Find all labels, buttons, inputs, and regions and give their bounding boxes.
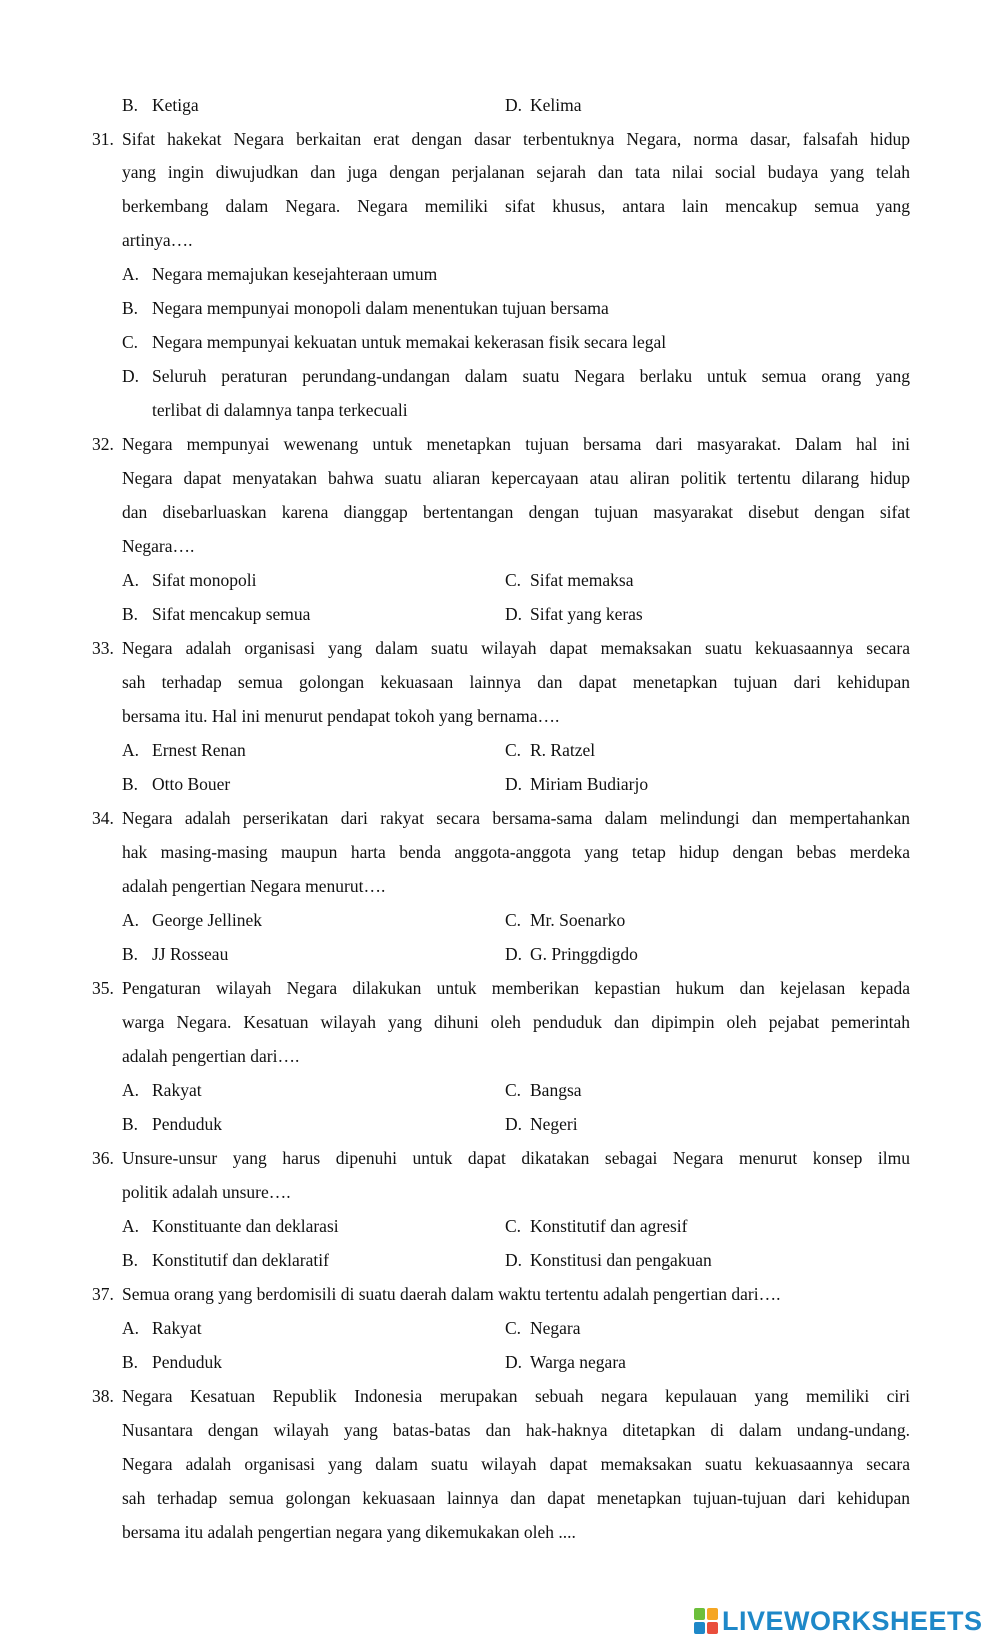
q31-option-d[interactable]: Seluruh peraturan perundang-undangan dalam suatu Negara berlaku untuk semua orang yang xyxy=(152,366,910,386)
q31-option-a[interactable]: Negara memajukan kesejahteraan umum xyxy=(152,264,438,284)
question-text-line: dan disebarluaskan karena dianggap bertentangan dengan tujuan masyarakat disebut dengan sifat xyxy=(122,502,910,522)
question-text-line: Negara Kesatuan Republik Indonesia merupakan sebuah negara kepulauan yang memiliki ciri xyxy=(122,1386,910,1406)
q30-option-d-letter: D. xyxy=(505,95,523,115)
q35-option-a-letter: A. xyxy=(122,1080,140,1100)
question-text-line: adalah pengertian Negara menurut…. xyxy=(122,876,386,896)
q30-option-b-letter: B. xyxy=(122,95,139,115)
q31-option-c-letter: C. xyxy=(122,332,139,352)
q33-option-a[interactable]: Ernest Renan xyxy=(152,740,246,760)
q34-option-c-letter: C. xyxy=(505,910,522,930)
q33-option-d-letter: D. xyxy=(505,774,523,794)
q37-option-b-letter: B. xyxy=(122,1352,139,1372)
q31-option-d-cont: terlibat di dalamnya tanpa terkecuali xyxy=(152,400,408,420)
q32-option-a[interactable]: Sifat monopoli xyxy=(152,570,257,590)
q37-option-a[interactable]: Rakyat xyxy=(152,1318,202,1338)
q35-option-d[interactable]: Negeri xyxy=(530,1114,578,1134)
q30-option-b[interactable]: Ketiga xyxy=(152,95,199,115)
q34-option-d-letter: D. xyxy=(505,944,523,964)
question-text-line: Negara dapat menyatakan bahwa suatu aliaran kepercayaan atau aliran politik tertentu dilarang hidup xyxy=(122,468,910,488)
logo-square-orange xyxy=(707,1608,718,1620)
q36-option-a-letter: A. xyxy=(122,1216,140,1236)
question-text-line: yang ingin diwujudkan dan juga dengan perjalanan sejarah dan tata nilai social budaya yang telah xyxy=(122,162,910,182)
q30-option-d[interactable]: Kelima xyxy=(530,95,582,115)
q37-option-d[interactable]: Warga negara xyxy=(530,1352,626,1372)
question-text-line: sah terhadap semua golongan kekuasaan lainnya dan dapat menetapkan tujuan-tujuan dari kehidupan xyxy=(122,1488,910,1508)
q35-option-c[interactable]: Bangsa xyxy=(530,1080,582,1100)
q33-option-b[interactable]: Otto Bouer xyxy=(152,774,231,794)
q34-option-d[interactable]: G. Pringgdigdo xyxy=(530,944,638,964)
logo-square-blue xyxy=(694,1622,705,1634)
liveworksheets-logo-icon xyxy=(694,1608,718,1634)
question-text-line: Negara adalah organisasi yang dalam suatu wilayah dapat memaksakan suatu kekuasaannya secara xyxy=(122,1454,910,1474)
q35-option-b[interactable]: Penduduk xyxy=(152,1114,222,1134)
q31-option-b-letter: B. xyxy=(122,298,139,318)
q33-option-c-letter: C. xyxy=(505,740,522,760)
question-number: 32. xyxy=(92,434,114,454)
q34-option-b[interactable]: JJ Rosseau xyxy=(152,944,229,964)
q35-option-c-letter: C. xyxy=(505,1080,522,1100)
question-text-line: hak masing-masing maupun harta benda anggota-anggota yang tetap hidup dengan bebas merdeka xyxy=(122,842,910,862)
question-text-line: politik adalah unsure…. xyxy=(122,1182,291,1202)
q36-option-a[interactable]: Konstituante dan deklarasi xyxy=(152,1216,339,1236)
q31-option-d-letter: D. xyxy=(122,366,140,386)
q31-option-a-letter: A. xyxy=(122,264,140,284)
q37-option-b[interactable]: Penduduk xyxy=(152,1352,222,1372)
question-number: 37. xyxy=(92,1284,114,1304)
q36-option-b-letter: B. xyxy=(122,1250,139,1270)
q32-option-a-letter: A. xyxy=(122,570,140,590)
q36-option-d[interactable]: Konstitusi dan pengakuan xyxy=(530,1250,712,1270)
q33-option-d[interactable]: Miriam Budiarjo xyxy=(530,774,649,794)
q32-option-b-letter: B. xyxy=(122,604,139,624)
q32-option-c[interactable]: Sifat memaksa xyxy=(530,570,634,590)
question-text-line: Negara mempunyai wewenang untuk menetapkan tujuan bersama dari masyarakat. Dalam hal ini xyxy=(122,434,910,454)
q33-option-a-letter: A. xyxy=(122,740,140,760)
q37-option-a-letter: A. xyxy=(122,1318,140,1338)
q33-option-b-letter: B. xyxy=(122,774,139,794)
question-text-line: bersama itu. Hal ini menurut pendapat tokoh yang bernama…. xyxy=(122,706,560,726)
q31-option-b[interactable]: Negara mempunyai monopoli dalam menentukan tujuan bersama xyxy=(152,298,609,318)
q36-option-d-letter: D. xyxy=(505,1250,523,1270)
q32-option-b[interactable]: Sifat mencakup semua xyxy=(152,604,311,624)
question-text-line: Sifat hakekat Negara berkaitan erat dengan dasar terbentuknya Negara, norma dasar, falsafah hidup xyxy=(122,129,910,149)
question-text-line: Pengaturan wilayah Negara dilakukan untuk memberikan kepastian hukum dan kejelasan kepada xyxy=(122,978,910,998)
question-text-line: sah terhadap semua golongan kekuasaan lainnya dan dapat menetapkan tujuan dari kehidupan xyxy=(122,672,910,692)
q33-option-c[interactable]: R. Ratzel xyxy=(530,740,596,760)
question-number: 36. xyxy=(92,1148,114,1168)
logo-square-red xyxy=(707,1622,718,1634)
q34-option-c[interactable]: Mr. Soenarko xyxy=(530,910,626,930)
question-number: 35. xyxy=(92,978,114,998)
q35-option-a[interactable]: Rakyat xyxy=(152,1080,202,1100)
liveworksheets-logo xyxy=(694,1605,983,1637)
logo-square-green xyxy=(694,1608,705,1620)
q36-option-c[interactable]: Konstitutif dan agresif xyxy=(530,1216,688,1236)
q36-option-b[interactable]: Konstitutif dan deklaratif xyxy=(152,1250,329,1270)
question-number: 38. xyxy=(92,1386,114,1406)
question-text-line: Negara adalah organisasi yang dalam suatu wilayah dapat memaksakan suatu kekuasaannya secara xyxy=(122,638,910,658)
q35-option-b-letter: B. xyxy=(122,1114,139,1134)
q34-option-a[interactable]: George Jellinek xyxy=(152,910,262,930)
question-text-line: artinya…. xyxy=(122,230,193,250)
q32-option-d[interactable]: Sifat yang keras xyxy=(530,604,643,624)
question-text-line: Unsure-unsur yang harus dipenuhi untuk dapat dikatakan sebagai Negara menurut konsep ilmu xyxy=(122,1148,910,1168)
q35-option-d-letter: D. xyxy=(505,1114,523,1134)
q37-option-c-letter: C. xyxy=(505,1318,522,1338)
q31-option-c[interactable]: Negara mempunyai kekuatan untuk memakai kekerasan fisik secara legal xyxy=(152,332,667,352)
q34-option-b-letter: B. xyxy=(122,944,139,964)
q37-option-d-letter: D. xyxy=(505,1352,523,1372)
liveworksheets-logo-text: LIVEWORKSHEETS xyxy=(722,1605,983,1636)
question-text-line: adalah pengertian dari…. xyxy=(122,1046,300,1066)
q32-option-d-letter: D. xyxy=(505,604,523,624)
question-text-line: warga Negara. Kesatuan wilayah yang dihuni oleh penduduk dan dipimpin oleh pejabat pemerintah xyxy=(122,1012,910,1032)
q32-option-c-letter: C. xyxy=(505,570,522,590)
question-text-line: Negara adalah perserikatan dari rakyat secara bersama-sama dalam melindungi dan mempertahankan xyxy=(122,808,910,828)
question-text-line: Nusantara dengan wilayah yang batas-batas dan hak-haknya ditetapkan di dalam undang-undang. xyxy=(122,1420,910,1440)
question-text-line: Negara…. xyxy=(122,536,195,556)
question-number: 31. xyxy=(92,129,114,149)
question-text-line: bersama itu adalah pengertian negara yang dikemukakan oleh .... xyxy=(122,1522,576,1542)
question-text-line: Semua orang yang berdomisili di suatu daerah dalam waktu tertentu adalah pengertian dari…. xyxy=(122,1284,781,1304)
question-text-line: berkembang dalam Negara. Negara memiliki sifat khusus, antara lain mencakup semua yang xyxy=(122,196,910,216)
q36-option-c-letter: C. xyxy=(505,1216,522,1236)
question-number: 33. xyxy=(92,638,114,658)
q34-option-a-letter: A. xyxy=(122,910,140,930)
q37-option-c[interactable]: Negara xyxy=(530,1318,581,1338)
question-number: 34. xyxy=(92,808,114,828)
